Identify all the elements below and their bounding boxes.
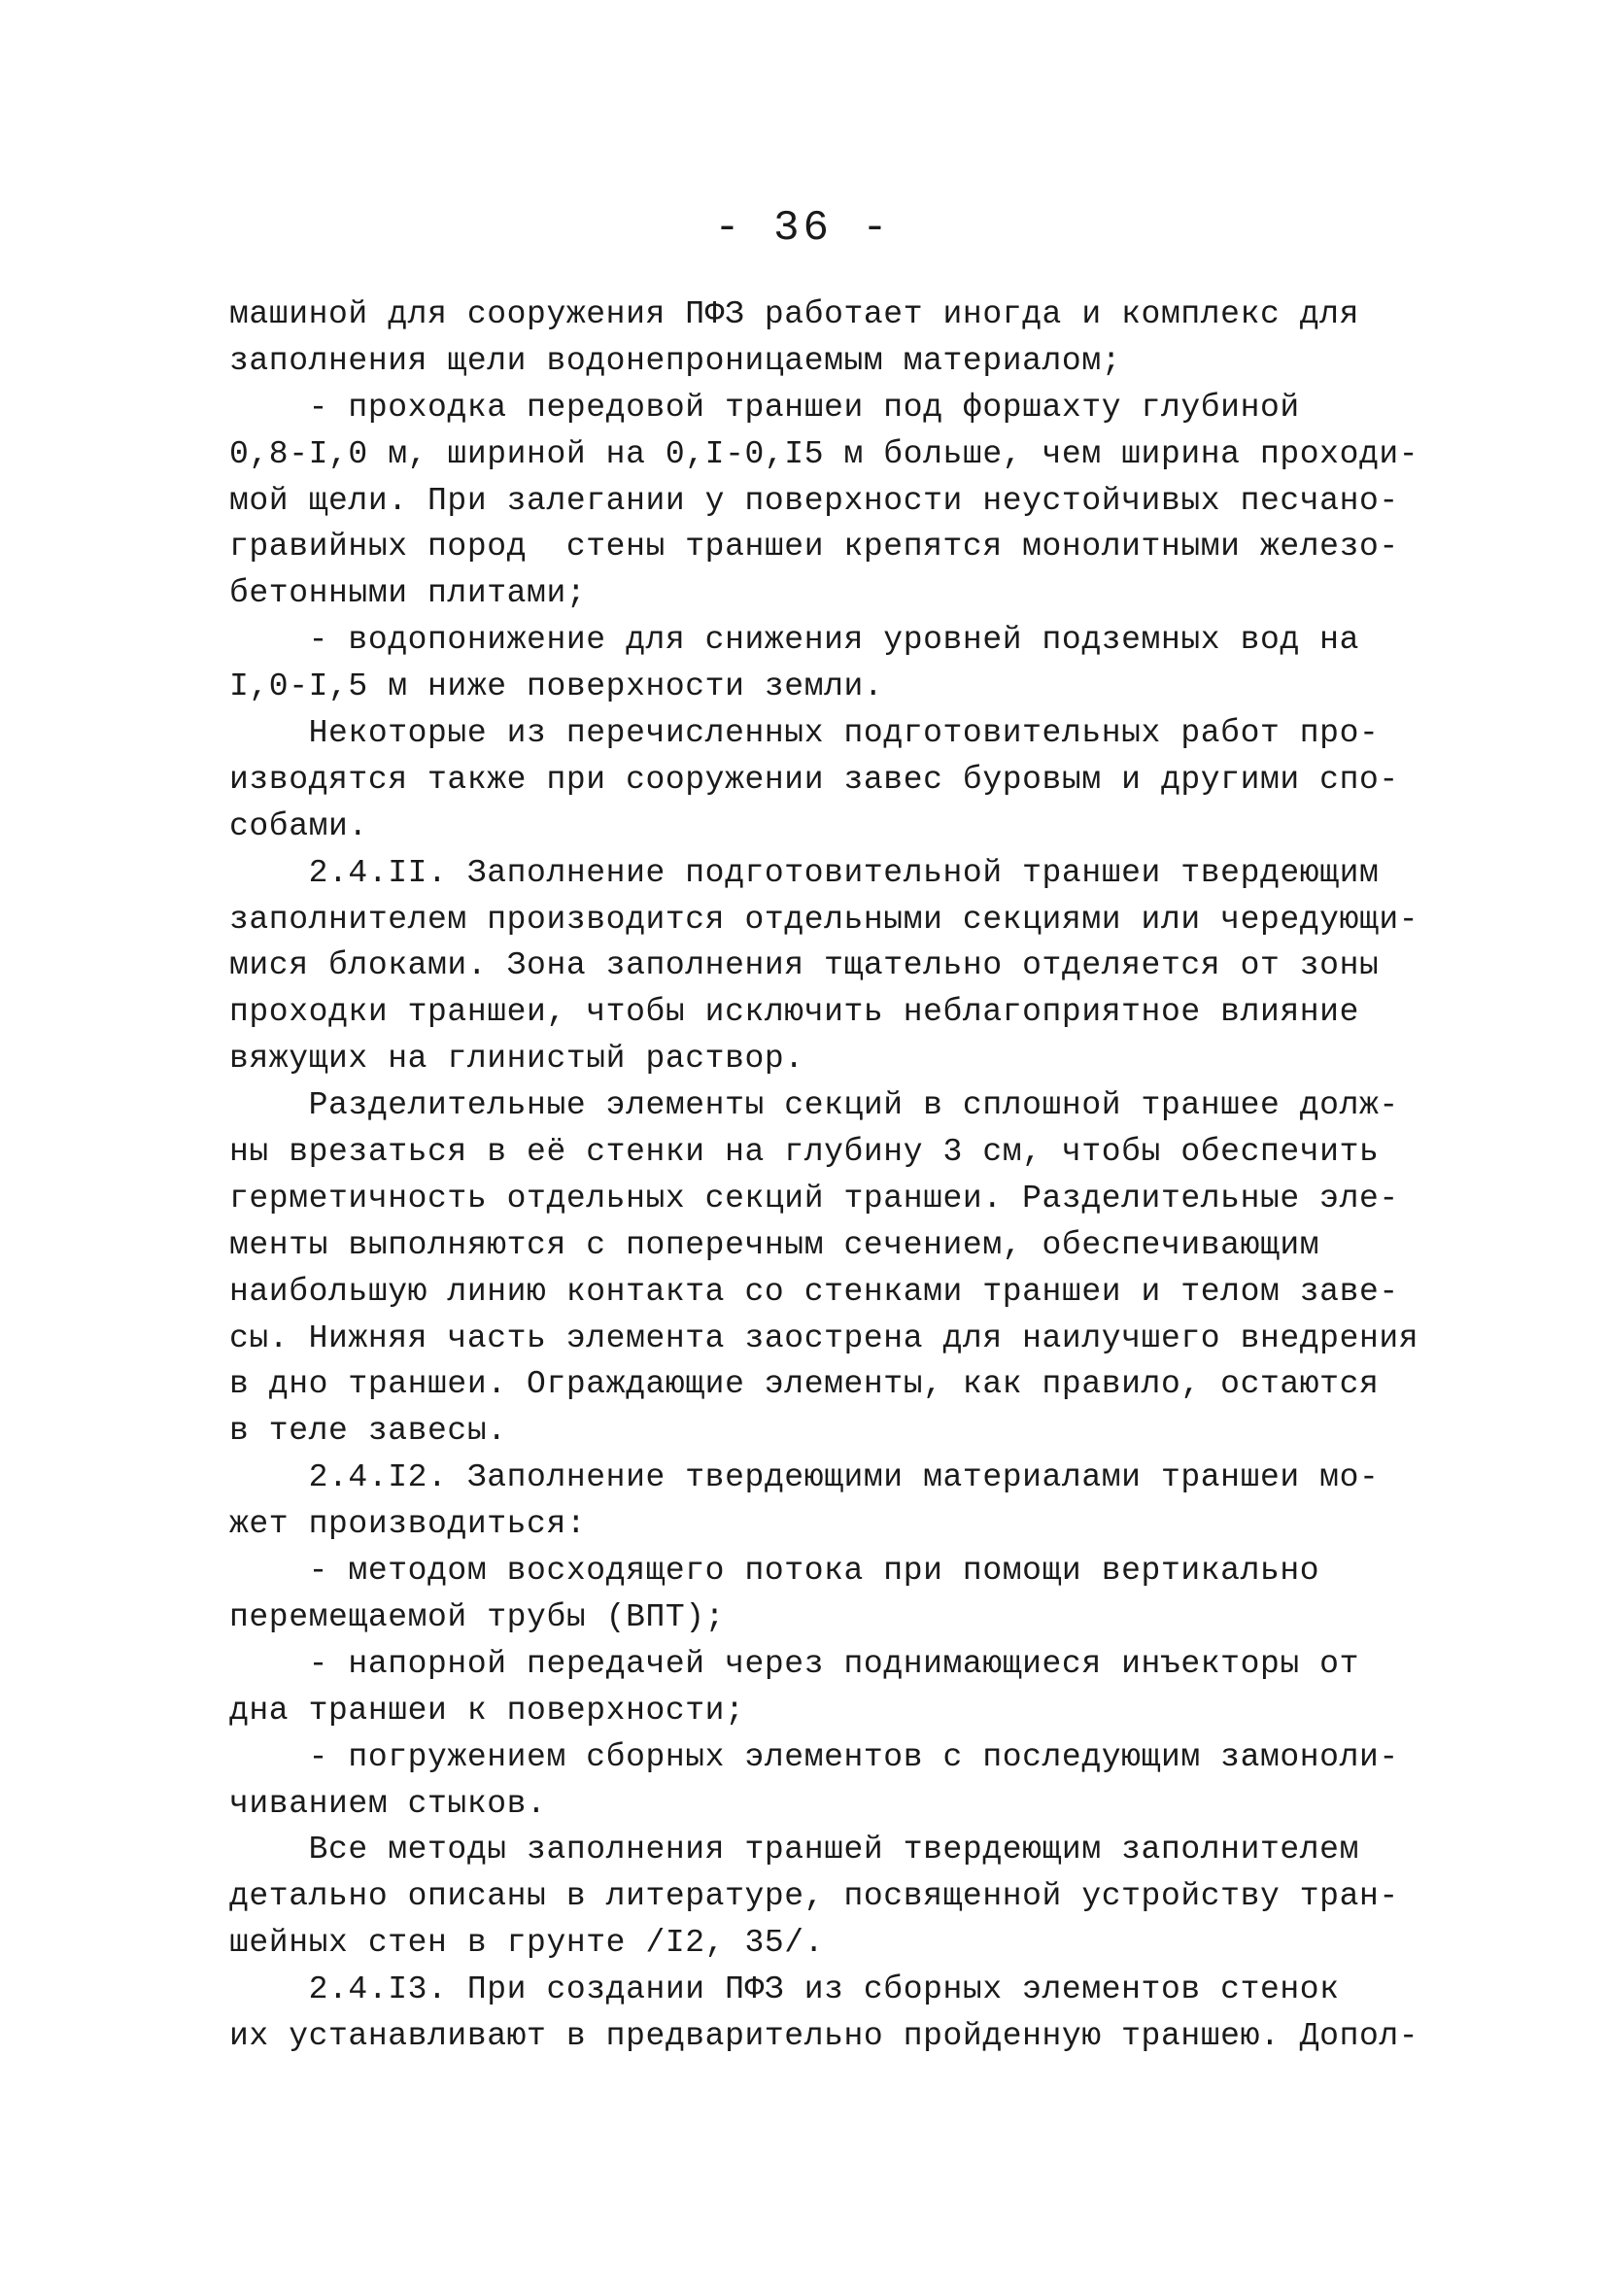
text-line: сы. Нижняя часть элемента заострена для наилучшего внедрения bbox=[229, 1319, 1419, 1356]
text-line: вяжущих на глинистый раствор. bbox=[229, 1041, 804, 1078]
text-line: - водопонижение для снижения уровней подземных вод на bbox=[229, 622, 1359, 659]
text-line: перемещаемой трубы (ВПТ); bbox=[229, 1598, 726, 1635]
page-number: - 36 - bbox=[714, 204, 892, 253]
text-line: менты выполняются с поперечным сечением, обеспечивающим bbox=[229, 1226, 1320, 1263]
text-line: 2.4.I3. При создании ПФЗ из сборных элементов стенок bbox=[229, 1971, 1340, 2008]
text-line: I,0-I,5 м ниже поверхности земли. bbox=[229, 668, 884, 705]
text-line: их устанавливают в предварительно пройденную траншею. Допол- bbox=[229, 2017, 1419, 2054]
text-line: шейных стен в грунте /I2, 35/. bbox=[229, 1925, 825, 1962]
text-line: Некоторые из перечисленных подготовительных работ про- bbox=[229, 715, 1380, 752]
text-line: мой щели. При залегании у поверхности неустойчивых песчано- bbox=[229, 482, 1399, 519]
body-text bbox=[229, 291, 1419, 2060]
text-line: Разделительные элементы секций в сплошной траншее долж- bbox=[229, 1087, 1399, 1124]
text-line: в дно траншеи. Ограждающие элементы, как правило, остаются bbox=[229, 1366, 1380, 1403]
text-line: гравийных пород стены траншеи крепятся монолитными железо- bbox=[229, 529, 1399, 565]
text-line: 2.4.II. Заполнение подготовительной траншеи твердеющим bbox=[229, 854, 1380, 891]
text-line: - методом восходящего потока при помощи вертикально bbox=[229, 1553, 1320, 1590]
text-line: 0,8-I,0 м, шириной на 0,I-0,I5 м больше, чем ширина проходи- bbox=[229, 435, 1419, 472]
text-line: изводятся также при сооружении завес буровым и другими спо- bbox=[229, 761, 1399, 798]
text-line: машиной для сооружения ПФЗ работает иногда и комплекс для bbox=[229, 296, 1359, 332]
text-line: проходки траншеи, чтобы исключить неблагоприятное влияние bbox=[229, 994, 1359, 1031]
text-line: заполнения щели водонепроницаемым материалом; bbox=[229, 342, 1122, 379]
text-line: герметичность отдельных секций траншеи. Разделительные эле- bbox=[229, 1180, 1399, 1217]
text-line: 2.4.I2. Заполнение твердеющими материалами траншеи мо- bbox=[229, 1459, 1380, 1496]
text-line: Все методы заполнения траншей твердеющим заполнителем bbox=[229, 1832, 1359, 1868]
text-line: чиванием стыков. bbox=[229, 1785, 547, 1822]
text-line: - напорной передачей через поднимающиеся инъекторы от bbox=[229, 1645, 1359, 1682]
text-line: - погружением сборных элементов с последующим замоноли- bbox=[229, 1738, 1399, 1775]
text-line: в теле завесы. bbox=[229, 1413, 507, 1450]
text-line: дна траншеи к поверхности; bbox=[229, 1692, 745, 1729]
text-line: наибольшую линию контакта со стенками траншеи и телом заве- bbox=[229, 1273, 1399, 1310]
text-line: собами. bbox=[229, 807, 368, 844]
text-line: бетонными плитами; bbox=[229, 575, 587, 612]
text-line: детально описаны в литературе, посвященной устройству тран- bbox=[229, 1878, 1399, 1915]
text-line: заполнителем производится отдельными секциями или чередующи- bbox=[229, 901, 1419, 938]
text-line: мися блоками. Зона заполнения тщательно отделяется от зоны bbox=[229, 947, 1380, 984]
text-line: - проходка передовой траншеи под форшахту глубиной bbox=[229, 389, 1300, 426]
text-line: ны врезаться в её стенки на глубину 3 см, чтобы обеспечить bbox=[229, 1134, 1380, 1171]
text-line: жет производиться: bbox=[229, 1506, 587, 1543]
